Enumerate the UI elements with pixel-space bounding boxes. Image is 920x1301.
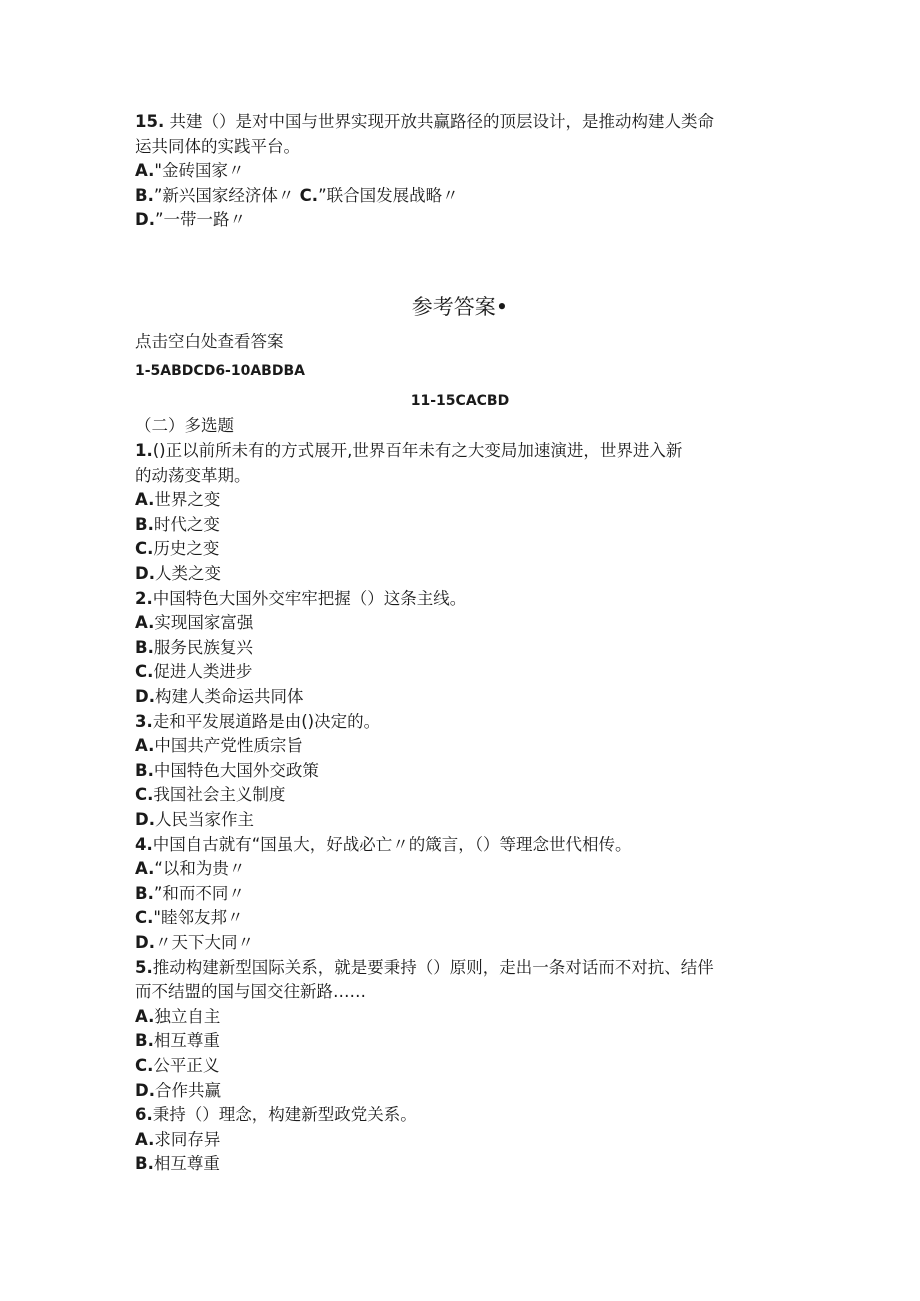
option-label: A. bbox=[135, 859, 155, 879]
mq3-stem-line bbox=[135, 712, 380, 732]
question-text: 走和平发展道路是由()决定的。 bbox=[152, 711, 381, 731]
option-text: 构建人类命运共同体 bbox=[154, 687, 304, 706]
question-number: 2. bbox=[135, 588, 153, 608]
question-text: 中国自古就有“国虽大，好战必亡〃的箴言，（）等理念世代相传。 bbox=[152, 834, 632, 854]
mq4-option bbox=[135, 859, 245, 879]
option-text: "金砖国家〃 bbox=[154, 161, 245, 180]
mq5-stem-line bbox=[135, 958, 714, 978]
q15-option-bc bbox=[135, 186, 459, 206]
mq1-stem-line bbox=[135, 466, 251, 486]
option-label: B. bbox=[135, 1031, 154, 1051]
mq6-stem-line bbox=[135, 1105, 417, 1125]
question-number: 6. bbox=[135, 1105, 153, 1125]
option-label: A. bbox=[135, 1006, 155, 1026]
mq3-option bbox=[135, 736, 303, 756]
q15-number: 15. bbox=[135, 112, 165, 131]
option-text: 合作共赢 bbox=[154, 1080, 221, 1100]
mq2-option bbox=[135, 687, 303, 707]
option-text: 服务民族复兴 bbox=[153, 637, 253, 657]
option-text: 求同存异 bbox=[154, 1129, 221, 1149]
option-label: A. bbox=[135, 161, 155, 180]
mq5-stem-line bbox=[135, 982, 366, 1002]
option-label: C. bbox=[299, 186, 319, 205]
question-number: 4. bbox=[135, 834, 153, 854]
q15-stem: 共建（）是对中国与世界实现开放共赢路径的顶层设计，是推动构建人类命 bbox=[169, 112, 714, 131]
answer-line-2: 11-15CACBD bbox=[410, 393, 510, 409]
question-text: 的动荡变革期。 bbox=[135, 465, 251, 485]
q15-line2: 运共同体的实践平台。 bbox=[135, 137, 300, 156]
mq6-option bbox=[135, 1130, 220, 1150]
question-number: 1. bbox=[135, 441, 153, 460]
mq3-option bbox=[135, 761, 319, 781]
mq3-option bbox=[135, 810, 254, 830]
option-text: ”和而不同〃 bbox=[153, 883, 245, 903]
mq1-stem-line bbox=[135, 441, 682, 461]
answer-heading: 参考答案• bbox=[411, 295, 509, 319]
mq5-option bbox=[135, 1031, 220, 1051]
option-label: C. bbox=[135, 908, 154, 928]
q15-line1 bbox=[135, 112, 714, 132]
option-text: 独立自主 bbox=[154, 1006, 221, 1026]
answer-hint[interactable]: 点击空白处查看答案 bbox=[135, 332, 284, 351]
q15-option-a bbox=[135, 161, 244, 181]
option-text: “以和为贵〃 bbox=[154, 859, 246, 879]
option-text: ”新兴国家经济体〃 bbox=[153, 186, 295, 205]
mq1-option bbox=[135, 515, 220, 535]
option-label: A. bbox=[135, 613, 155, 633]
option-label: B. bbox=[135, 514, 154, 534]
q15-option-d bbox=[135, 210, 246, 230]
question-number: 5. bbox=[135, 957, 153, 977]
option-text: 人民当家作主 bbox=[154, 810, 254, 829]
option-text: ”联合国发展战略〃 bbox=[318, 186, 459, 205]
option-label: C. bbox=[135, 539, 154, 559]
mq4-option bbox=[135, 908, 243, 928]
option-text: 公平正义 bbox=[153, 1056, 220, 1075]
mq5-option bbox=[135, 1081, 221, 1101]
mq4-option bbox=[135, 884, 245, 904]
mq1-option bbox=[135, 564, 221, 584]
question-text: ()正以前所未有的方式展开,世界百年未有之大变局加速演进，世界进入新 bbox=[152, 441, 683, 460]
mq1-option bbox=[135, 539, 219, 559]
mq4-option bbox=[135, 933, 254, 953]
option-text: 相互尊重 bbox=[153, 1154, 220, 1174]
option-text: 促进人类进步 bbox=[153, 662, 253, 682]
mq5-option bbox=[135, 1007, 220, 1027]
question-text: 而不结盟的国与国交往新路…… bbox=[135, 982, 366, 1002]
option-text: 人类之变 bbox=[154, 564, 221, 583]
mq3-option bbox=[135, 785, 285, 805]
option-label: D. bbox=[135, 810, 155, 829]
option-label: D. bbox=[135, 210, 155, 229]
mq2-option bbox=[135, 613, 253, 633]
option-text: 中国共产党性质宗旨 bbox=[154, 736, 303, 756]
mq4-stem-line bbox=[135, 835, 632, 855]
option-label: B. bbox=[135, 883, 154, 903]
question-text: 中国特色大国外交牢牢把握（）这条主线。 bbox=[152, 588, 467, 608]
option-text: 〃天下大同〃 bbox=[154, 933, 254, 952]
mq6-option bbox=[135, 1154, 220, 1174]
option-label: B. bbox=[135, 1154, 154, 1174]
question-text: 秉持（）理念，构建新型政党关系。 bbox=[152, 1105, 417, 1125]
mq5-option bbox=[135, 1056, 219, 1076]
option-label: B. bbox=[135, 637, 154, 657]
option-text: 世界之变 bbox=[154, 490, 221, 510]
answer-line-1: 1-5ABDCD6-10ABDBA bbox=[135, 363, 305, 379]
option-label: D. bbox=[135, 687, 155, 706]
option-label: C. bbox=[135, 785, 154, 805]
mq2-option bbox=[135, 662, 252, 682]
section-title-multiple-choice: （二）多选题 bbox=[135, 416, 234, 435]
option-text: ”一带一路〃 bbox=[154, 210, 247, 229]
option-text: "睦邻友邦〃 bbox=[153, 908, 244, 928]
mq1-option bbox=[135, 490, 220, 510]
option-label: D. bbox=[135, 564, 155, 583]
option-text: 我国社会主义制度 bbox=[153, 785, 286, 805]
question-text: 推动构建新型国际关系，就是要秉持（）原则，走出一条对话而不对抗、结伴 bbox=[152, 957, 714, 977]
option-label: D. bbox=[135, 1080, 155, 1100]
option-text: 实现国家富强 bbox=[154, 613, 254, 633]
option-label: A. bbox=[135, 736, 155, 756]
question-number: 3. bbox=[135, 711, 153, 731]
option-label: B. bbox=[135, 186, 154, 205]
option-text: 时代之变 bbox=[153, 514, 220, 534]
option-label: D. bbox=[135, 933, 155, 952]
mq2-stem-line bbox=[135, 589, 466, 609]
option-label: C. bbox=[135, 1056, 154, 1075]
option-text: 相互尊重 bbox=[153, 1031, 220, 1051]
mq2-option bbox=[135, 638, 253, 658]
option-label: A. bbox=[135, 1129, 155, 1149]
option-text: 历史之变 bbox=[153, 539, 220, 559]
option-label: C. bbox=[135, 662, 154, 682]
option-label: B. bbox=[135, 760, 154, 780]
option-text: 中国特色大国外交政策 bbox=[153, 760, 319, 780]
option-label: A. bbox=[135, 490, 155, 510]
